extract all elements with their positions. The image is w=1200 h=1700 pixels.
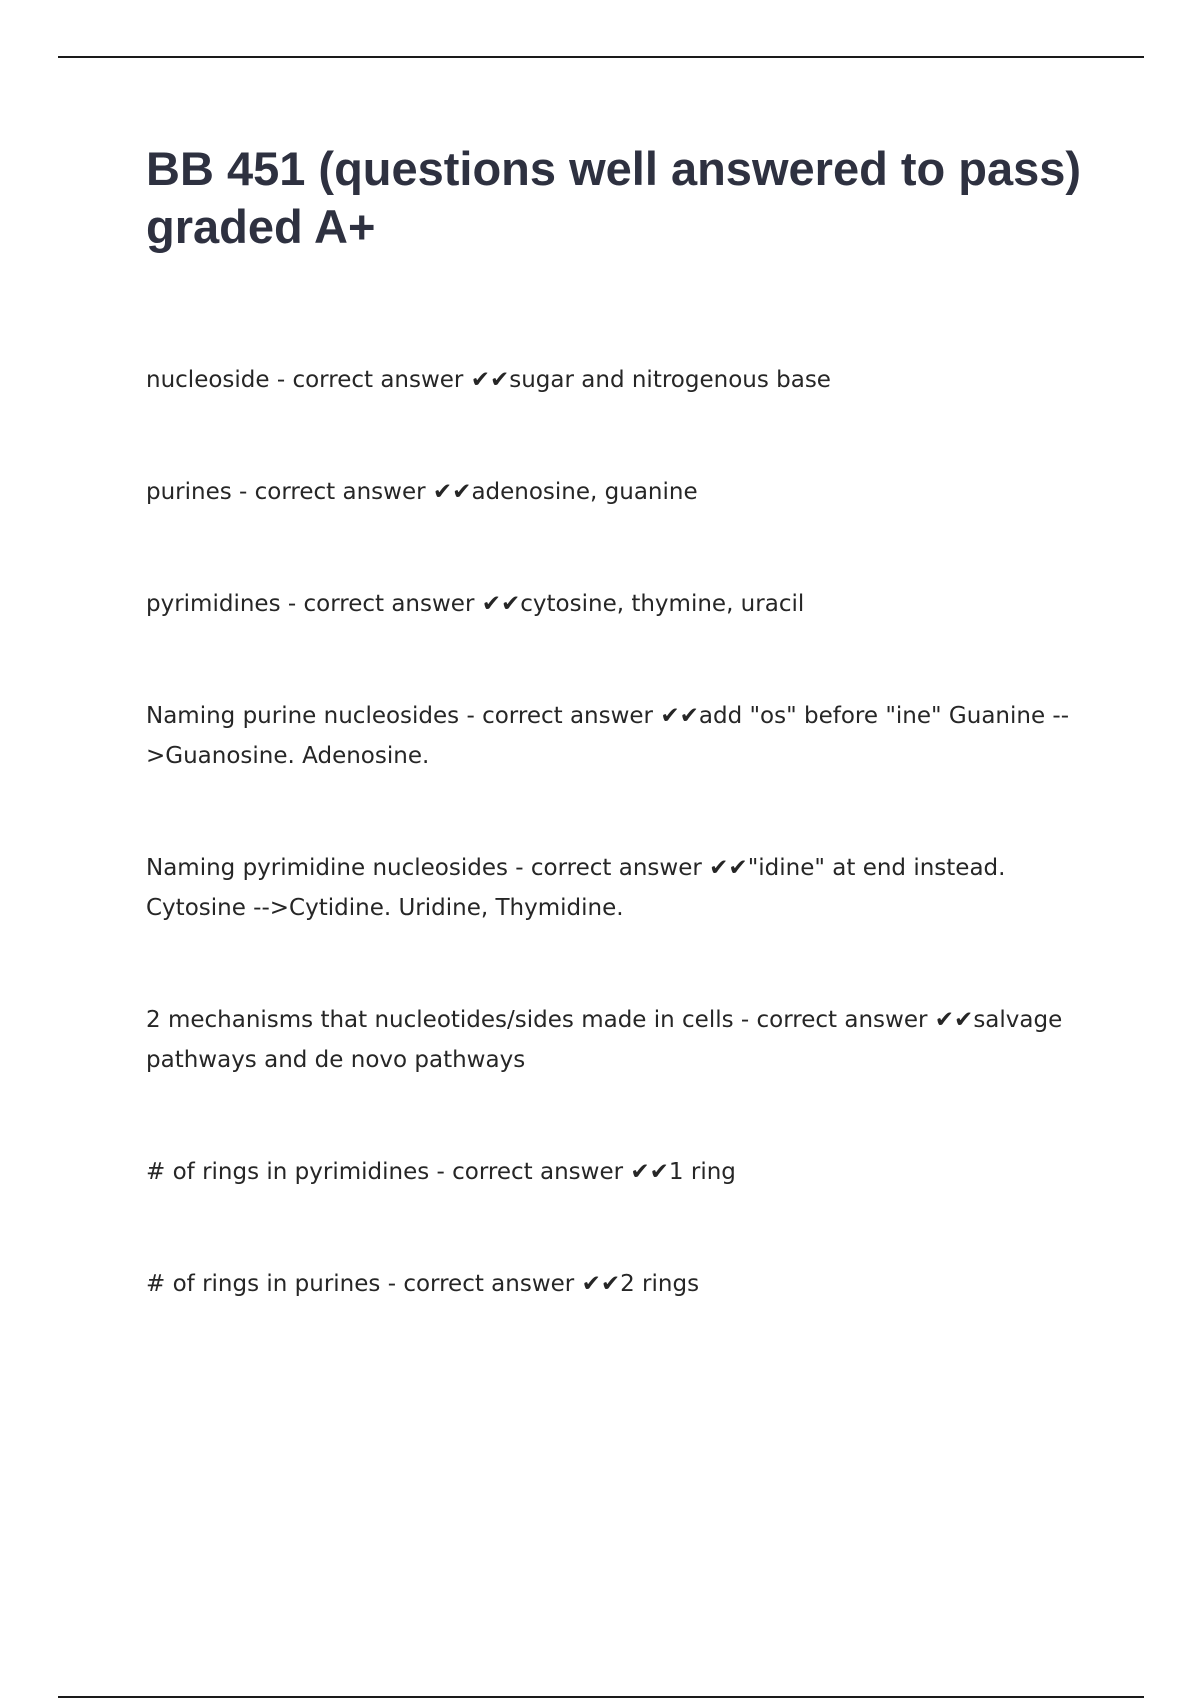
qa-item [146,696,1086,776]
qa-question: # of rings in purines [146,1271,381,1297]
qa-question: 2 mechanisms that nucleotides/sides made in cells [146,1007,734,1033]
qa-item [146,584,1086,624]
qa-separator: - correct answer [231,479,433,505]
checkmark-icon: ✔✔ [934,1007,974,1033]
qa-item [146,1152,1086,1192]
document-body [146,140,1086,1376]
qa-separator: - correct answer [380,1271,582,1297]
qa-answer: cytosine, thymine, uracil [520,591,805,617]
qa-answer: 2 rings [620,1271,700,1297]
qa-item [146,360,1086,400]
qa-answer: "idine" at end instead. Cytosine -->Cytidine. Uridine, Thymidine. [146,855,1006,921]
top-rule [58,56,1144,58]
qa-question: # of rings in pyrimidines [146,1159,430,1185]
qa-list [146,360,1086,1304]
checkmark-icon: ✔✔ [432,479,472,505]
qa-answer: sugar and nitrogenous base [509,367,831,393]
qa-question: purines [146,479,232,505]
qa-question: pyrimidines [146,591,281,617]
qa-question: Naming purine nucleosides [146,703,460,729]
qa-separator: - correct answer [269,367,471,393]
checkmark-icon: ✔✔ [630,1159,669,1185]
qa-separator: - correct answer [429,1159,631,1185]
qa-answer: add "os" before "ine" Guanine -->Guanosine. Adenosine. [146,703,1070,769]
checkmark-icon: ✔✔ [581,1271,621,1297]
qa-item [146,472,1086,512]
qa-separator: - correct answer [507,855,710,881]
checkmark-icon: ✔✔ [470,367,510,393]
bottom-rule [58,1696,1144,1698]
qa-question: nucleoside [146,367,270,393]
qa-separator: - correct answer [280,591,482,617]
qa-answer: 1 ring [668,1159,736,1185]
qa-answer: salvage pathways and de novo pathways [146,1007,1063,1073]
qa-item [146,1000,1086,1080]
qa-separator: - correct answer [733,1007,935,1033]
checkmark-icon: ✔✔ [481,591,521,617]
qa-question: Naming pyrimidine nucleosides [146,855,508,881]
qa-separator: - correct answer [459,703,661,729]
document-title: BB 451 (questions well answered to pass) graded A+ [146,142,1082,253]
qa-item [146,1264,1086,1304]
qa-item [146,848,1086,928]
checkmark-icon: ✔✔ [660,703,699,729]
qa-answer: adenosine, guanine [471,479,698,505]
checkmark-icon: ✔✔ [709,855,748,881]
